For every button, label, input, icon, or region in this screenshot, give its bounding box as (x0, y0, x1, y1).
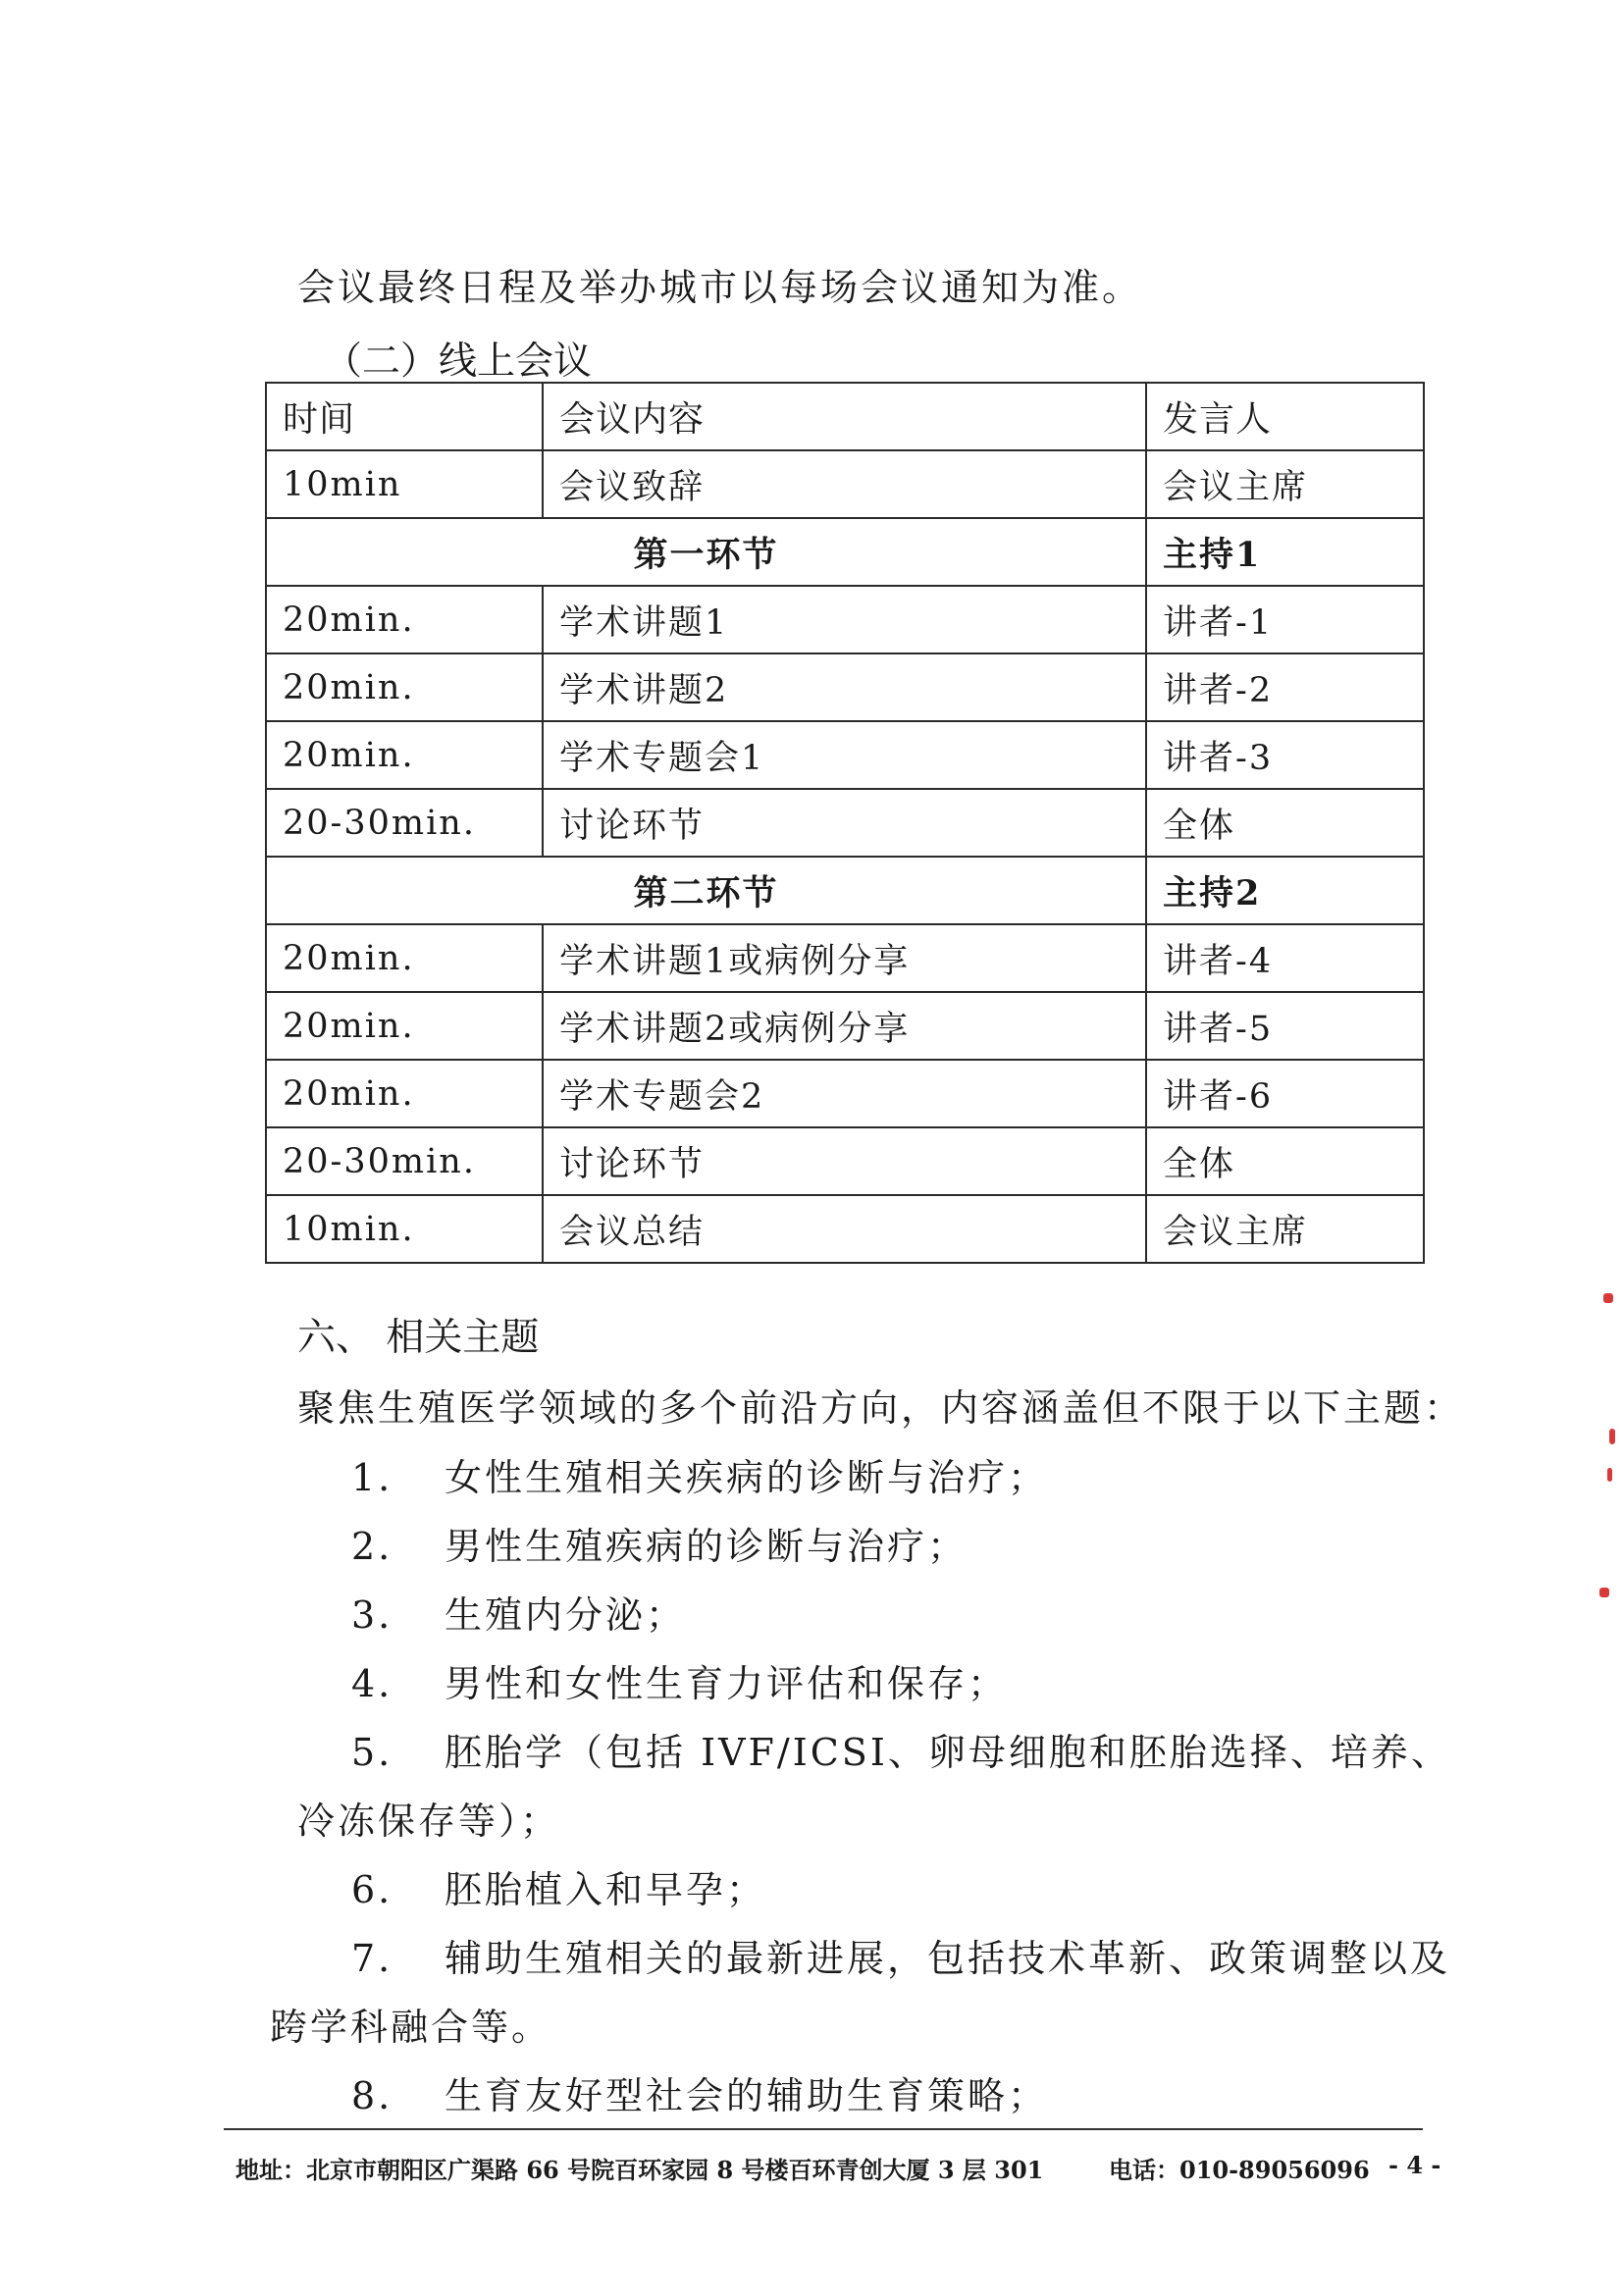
item-number: 6. (351, 1868, 393, 1911)
list-item (351, 1516, 968, 1570)
table-header-row (266, 383, 1424, 450)
item-text: 胚胎学（包括 IVF/ICSI、卵母细胞和胚胎选择、培养、 (445, 1731, 1451, 1774)
list-item (351, 1722, 1451, 1776)
list-item (351, 1447, 1048, 1501)
item-number: 5. (351, 1731, 393, 1774)
section6-heading: 六、 相关主题 (297, 1316, 540, 1360)
row-time: 20min. (266, 721, 543, 789)
row-content: 学术讲题2或病例分享 (543, 992, 1146, 1060)
item-text: 胚胎植入和早孕； (445, 1868, 767, 1911)
row-time: 10min. (266, 1195, 543, 1263)
row-speaker: 全体 (1146, 1127, 1424, 1195)
header-time: 时间 (266, 383, 543, 450)
section6-intro: 聚焦生殖医学领域的多个前沿方向，内容涵盖但不限于以下主题： (297, 1386, 1465, 1430)
item-number: 1. (351, 1456, 393, 1499)
section-title: 第一环节 (266, 518, 1146, 586)
row-speaker: 讲者-6 (1146, 1060, 1424, 1127)
item-text: 男性生殖疾病的诊断与治疗； (445, 1525, 969, 1568)
section-row-1 (266, 518, 1424, 586)
list-item (351, 2065, 1048, 2119)
row-time: 20min. (266, 992, 543, 1060)
table-row (266, 1127, 1424, 1195)
row-time: 20min. (266, 1060, 543, 1127)
section-row-2 (266, 857, 1424, 924)
item-number: 8. (351, 2074, 393, 2117)
stamp-fragment (1609, 1429, 1615, 1444)
section-host: 主持2 (1146, 857, 1424, 924)
row-content: 讨论环节 (543, 789, 1146, 857)
row-speaker: 会议主席 (1146, 1195, 1424, 1263)
row-speaker: 全体 (1146, 789, 1424, 857)
row-content: 学术讲题2 (543, 653, 1146, 721)
item-text: 生育友好型社会的辅助生育策略； (445, 2074, 1049, 2117)
intro-line: 会议最终日程及举办城市以每场会议通知为准。 (297, 266, 1143, 309)
schedule-table (265, 382, 1425, 1264)
list-item (351, 1585, 686, 1639)
item-text: 男性和女性生育力评估和保存； (445, 1662, 1009, 1705)
page-number: - 4 - (1388, 2151, 1441, 2179)
list-item-continuation: 冷冻保存等）； (297, 1800, 561, 1843)
row-speaker: 讲者-1 (1146, 586, 1424, 653)
footer-address: 地址：北京市朝阳区广渠路 66 号院百环家园 8 号楼百环青创大厦 3 层 301 (236, 2156, 1044, 2184)
table-row (266, 924, 1424, 992)
row-content: 学术专题会1 (543, 721, 1146, 789)
list-item-continuation: 跨学科融合等。 (270, 2006, 552, 2049)
table-row (266, 653, 1424, 721)
footer-phone: 电话：010-89056096 (1109, 2156, 1370, 2184)
online-meeting-heading: （二）线上会议 (324, 339, 593, 384)
section-title: 第二环节 (266, 857, 1146, 924)
item-number: 7. (351, 1937, 393, 1980)
row-content: 学术专题会2 (543, 1060, 1146, 1127)
table-row (266, 789, 1424, 857)
item-text: 生殖内分泌； (445, 1593, 687, 1637)
item-number: 2. (351, 1525, 393, 1568)
table-row (266, 1060, 1424, 1127)
row-content: 讨论环节 (543, 1127, 1146, 1195)
table-row (266, 586, 1424, 653)
stamp-fragment (1599, 1588, 1609, 1597)
header-content: 会议内容 (543, 383, 1146, 450)
row-content: 会议致辞 (543, 450, 1146, 518)
row-speaker: 讲者-5 (1146, 992, 1424, 1060)
stamp-fragment (1607, 1468, 1612, 1482)
table-row (266, 450, 1424, 518)
table-row (266, 721, 1424, 789)
item-text: 辅助生殖相关的最新进展，包括技术革新、政策调整以及 (445, 1937, 1451, 1980)
footer-divider (224, 2128, 1423, 2130)
row-time: 20min. (266, 586, 543, 653)
row-content: 学术讲题1 (543, 586, 1146, 653)
row-speaker: 会议主席 (1146, 450, 1424, 518)
row-content: 学术讲题1或病例分享 (543, 924, 1146, 992)
section-host: 主持1 (1146, 518, 1424, 586)
item-number: 4. (351, 1662, 393, 1705)
item-text: 女性生殖相关疾病的诊断与治疗； (445, 1456, 1049, 1499)
row-content: 会议总结 (543, 1195, 1146, 1263)
table-row (266, 992, 1424, 1060)
row-speaker: 讲者-4 (1146, 924, 1424, 992)
list-item (351, 1653, 1008, 1707)
item-number: 3. (351, 1593, 393, 1637)
row-time: 20-30min. (266, 789, 543, 857)
list-item (351, 1928, 1450, 1982)
row-speaker: 讲者-3 (1146, 721, 1424, 789)
header-speaker: 发言人 (1146, 383, 1424, 450)
row-time: 20min. (266, 924, 543, 992)
row-time: 20min. (266, 653, 543, 721)
table-row (266, 1195, 1424, 1263)
row-time: 10min (266, 450, 543, 518)
row-speaker: 讲者-2 (1146, 653, 1424, 721)
list-item (351, 1859, 766, 1913)
row-time: 20-30min. (266, 1127, 543, 1195)
stamp-fragment (1603, 1293, 1613, 1303)
